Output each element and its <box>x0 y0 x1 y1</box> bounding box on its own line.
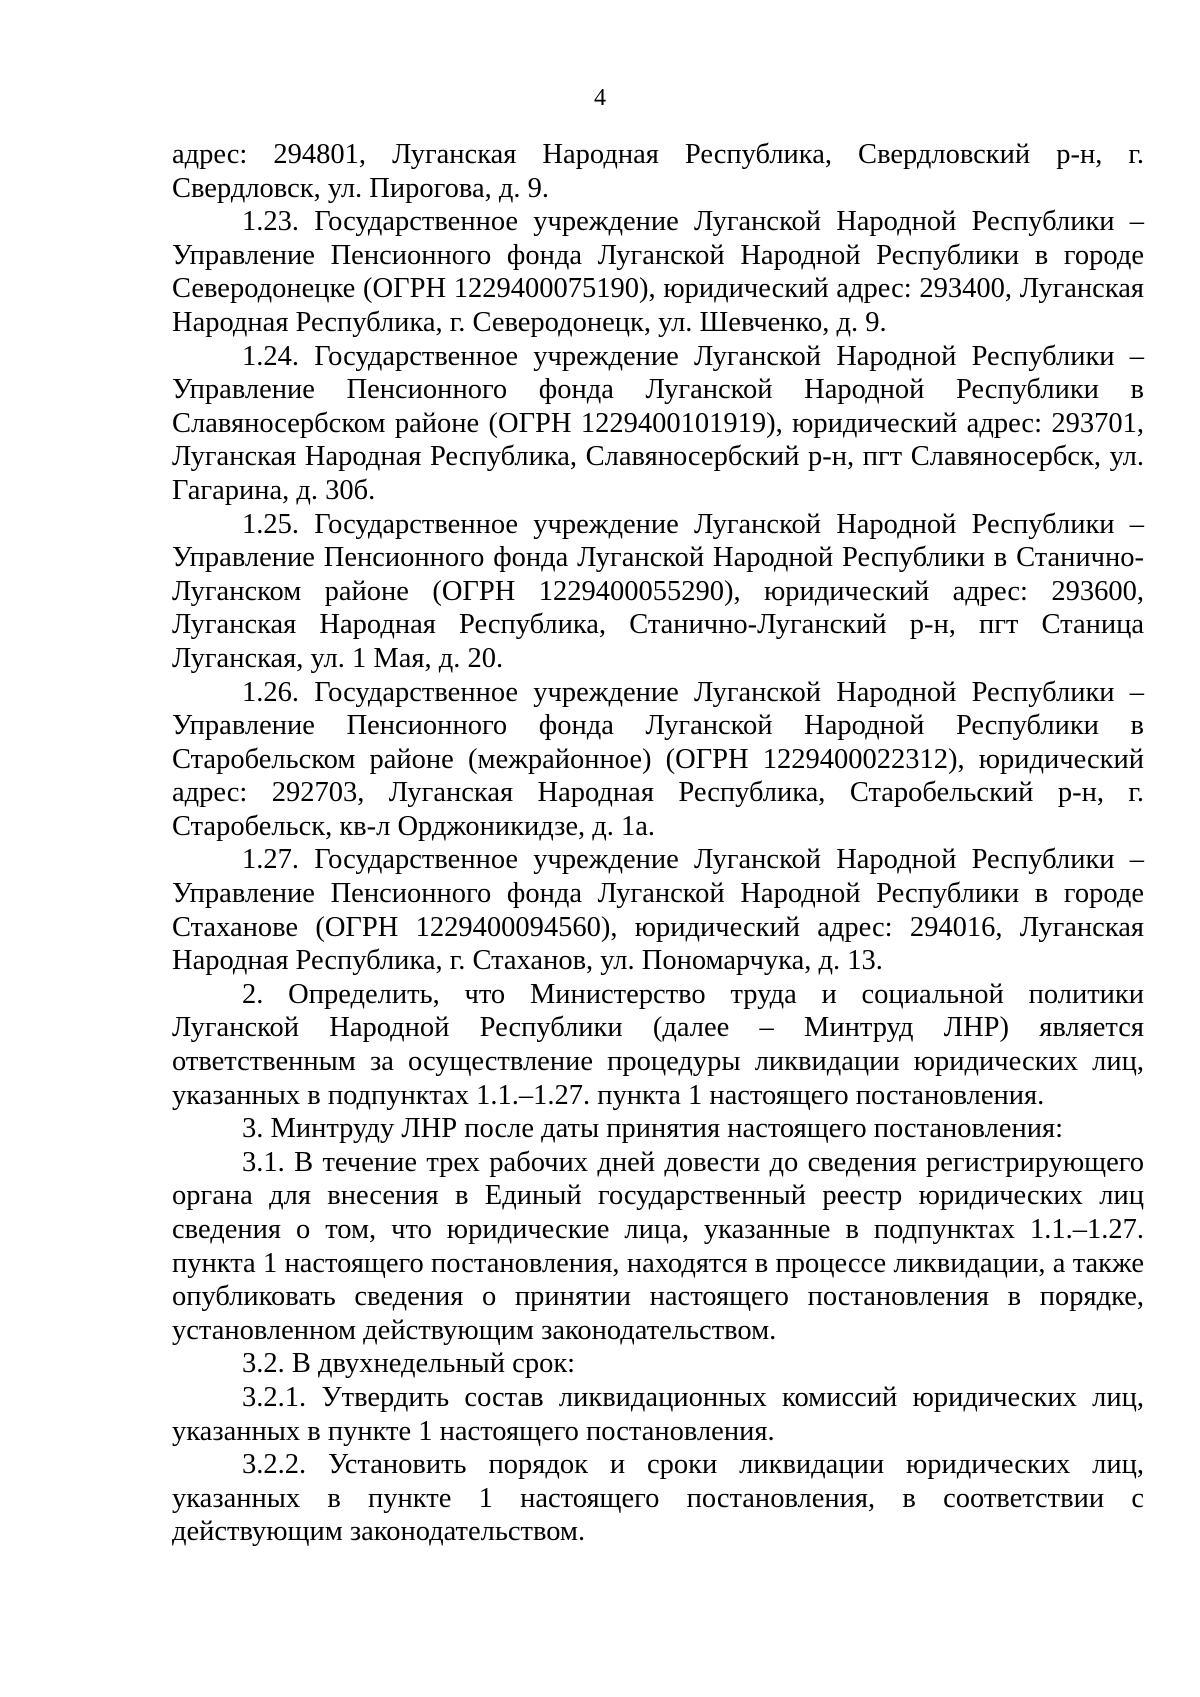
paragraph-1-27: 1.27. Государственное учреждение Луганской Народной Республики – Управление Пенсионного фонда Луганской Народной Республики в городе Стаханове (ОГРН 1229400094560), юридический адрес: 294016, Луганская Народная Республика, г. Стаханов, ул. Пономарчука, д. 13. <box>172 844 1144 977</box>
paragraph-1-25: 1.25. Государственное учреждение Луганской Народной Республики – Управление Пенсионного фонда Луганской Народной Республики в Станично-Луганском районе (ОГРН 1229400055290), юридический адрес: 293600, Луганская Народная Республика, Станично-Луганский р-н, пгт Станица Луганская, ул. 1 Мая, д. 20. <box>172 508 1144 674</box>
page-number: 4 <box>594 85 606 111</box>
paragraph-3-2: 3.2. В двухнедельный срок: <box>242 1348 576 1380</box>
document-body <box>172 138 1144 1549</box>
paragraph-address-continuation: адрес: 294801, Луганская Народная Республика, Свердловский р-н, г. Свердловск, ул. Пирогова, д. 9. <box>172 139 1144 204</box>
paragraph-3-2-1: 3.2.1. Утвердить состав ликвидационных комиссий юридических лиц, указанных в пункте 1 настоящего постановления. <box>172 1381 1144 1447</box>
paragraph-3-2-2: 3.2.2. Установить порядок и сроки ликвидации юридических лиц, указанных в пункте 1 настоящего постановления, в соответствии с действующим законодательством. <box>172 1449 1144 1548</box>
paragraph-1-23: 1.23. Государственное учреждение Луганской Народной Республики – Управление Пенсионного фонда Луганской Народной Республики в городе Северодонецке (ОГРН 1229400075190), юридический адрес: 293400, Луганская Народная Республика, г. Северодонецк, ул. Шевченко, д. 9. <box>172 206 1144 338</box>
paragraph-2: 2. Определить, что Министерство труда и социальной политики Луганской Народной Республики (далее – Минтруд ЛНР) является ответственным за осуществление процедуры ликвидации юридических лиц, указанных в подпунктах 1.1.–1.27. пункта 1 настоящего постановления. <box>172 978 1144 1111</box>
paragraph-1-24: 1.24. Государственное учреждение Луганской Народной Республики – Управление Пенсионного фонда Луганской Народной Республики в Славяносербском районе (ОГРН 1229400101919), юридический адрес: 293701, Луганская Народная Республика, Славяносербский р-н, пгт Славяносербск, ул. Гагарина, д. 30б. <box>172 340 1144 506</box>
paragraph-3-1: 3.1. В течение трех рабочих дней довести до сведения регистрирующего органа для внесения в Единый государственный реестр юридических лиц сведения о том, что юридические лица, указанные в подпунктах 1.1.–1.27. пункта 1 настоящего постановления, находятся в процессе ликвидации, а также опубликовать сведения о принятии настоящего постановления в порядке, установленном действующим законодательством. <box>172 1146 1144 1346</box>
paragraph-1-26: 1.26. Государственное учреждение Луганской Народной Республики – Управление Пенсионного фонда Луганской Народной Республики в Старобельском районе (межрайонное) (ОГРН 1229400022312), юридический адрес: 292703, Луганская Народная Республика, Старобельский р-н, г. Старобельск, кв-л Орджоникидзе, д. 1а. <box>172 676 1144 842</box>
paragraph-3: 3. Минтруду ЛНР после даты принятия настоящего постановления: <box>242 1113 1063 1145</box>
